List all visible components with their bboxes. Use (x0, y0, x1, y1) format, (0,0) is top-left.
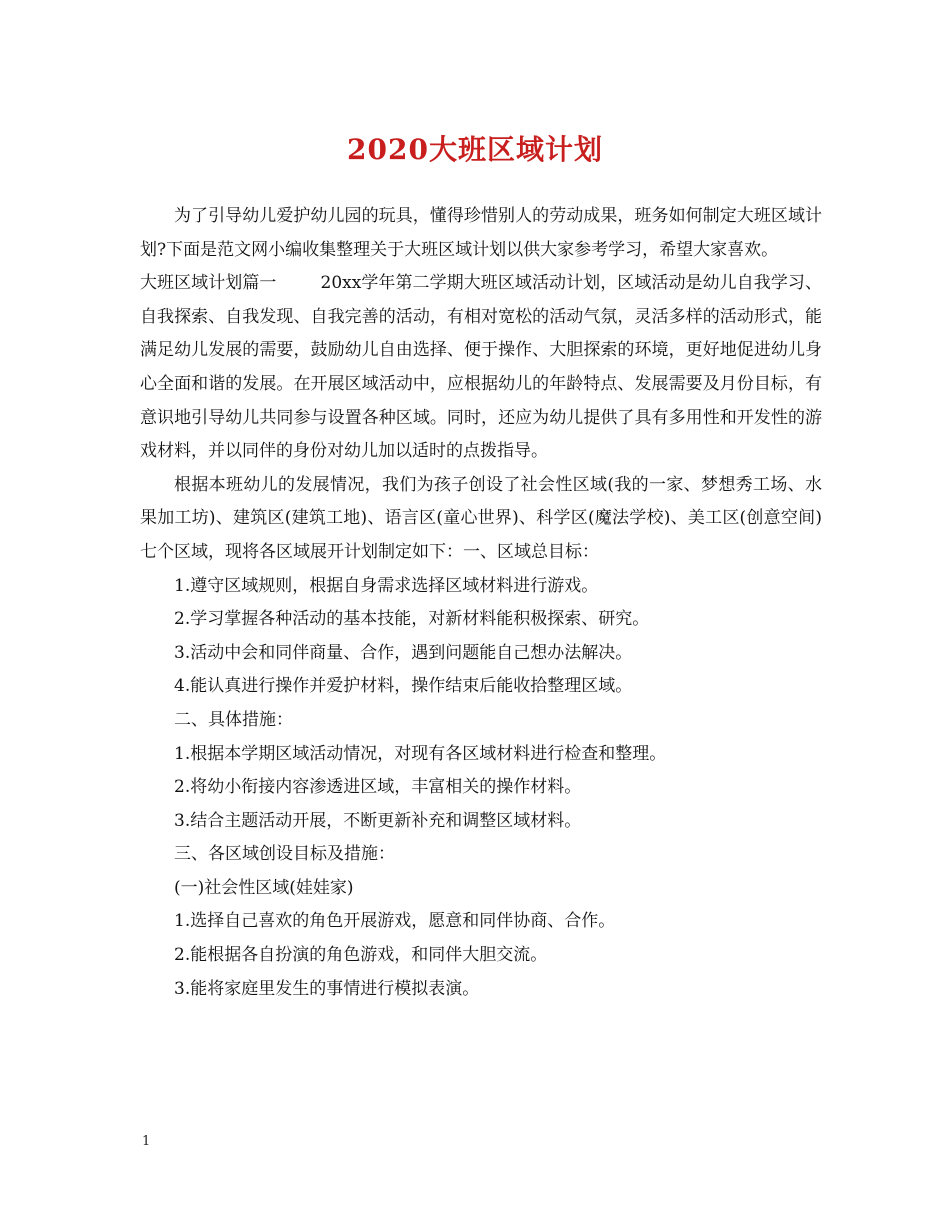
list-item: 1.遵守区域规则，根据自身需求选择区域材料进行游戏。 (174, 575, 599, 596)
list-item: 1.根据本学期区域活动情况，对现有各区域材料进行检查和整理。 (174, 743, 667, 764)
intro-paragraph: 为了引导幼儿爱护幼儿园的玩具，懂得珍惜别人的劳动成果，班务如何制定大班区域计划?下面是范文网小编收集整理关于大班区域计划以供大家参考学习，希望大家喜欢。 (140, 206, 822, 260)
list-item: 二、具体措施： (174, 709, 293, 730)
list-item: 2.能根据各自扮演的角色游戏，和同伴大胆交流。 (174, 945, 548, 966)
list-item: 3.能将家庭里发生的事情进行模拟表演。 (174, 978, 480, 999)
list-item: 4.能认真进行操作并爱护材料，操作结束后能收拾整理区域。 (174, 676, 633, 697)
section-paragraph (140, 267, 822, 469)
list-item: 三、各区域创设目标及措施： (174, 844, 395, 865)
section-text: 20xx学年第二学期大班区域活动计划，区域活动是幼儿自我学习、自我探索、自我发现、自我完善的活动，有相对宽松的活动气氛，灵活多样的活动形式，能满足幼儿发展的需要，鼓励幼儿自由选择、便于操作、大胆探索的环境，更好地促进幼儿身心全面和谐的发展。在开展区域活动中，应根据幼儿的年龄特点、发展需要及月份目标，有意识地引导幼儿共同参与设置各种区域。同时，还应为幼儿提供了具有多用性和开发性的游戏材料，并以同伴的身份对幼儿加以适时的点拨指导。 (140, 273, 822, 462)
list-item: (一)社会性区域(娃娃家) (174, 877, 354, 898)
list-item: 3.结合主题活动开展，不断更新补充和调整区域材料。 (174, 810, 582, 831)
page-number: 1 (142, 1134, 151, 1149)
goal-list (140, 570, 822, 1007)
section-label: 大班区域计划篇一 (140, 273, 277, 294)
list-item: 1.选择自己喜欢的角色开展游戏，愿意和同伴协商、合作。 (174, 911, 616, 932)
areas-paragraph: 根据本班幼儿的发展情况，我们为孩子创设了社会性区域(我的一家、梦想秀工场、水果加工坊)、建筑区(建筑工地)、语言区(童心世界)、科学区(魔法学校)、美工区(创意空间)七个区域，现将各区域展开计划制定如下：一、区域总目标： (140, 474, 822, 562)
list-item: 3.活动中会和同伴商量、合作，遇到问题能自己想办法解决。 (174, 642, 633, 663)
document-title: 2020大班区域计划 (347, 133, 603, 166)
list-item: 2.学习掌握各种活动的基本技能，对新材料能积极探索、研究。 (174, 609, 650, 630)
document-body (140, 200, 822, 1006)
list-item: 2.将幼小衔接内容渗透进区域，丰富相关的操作材料。 (174, 777, 582, 798)
